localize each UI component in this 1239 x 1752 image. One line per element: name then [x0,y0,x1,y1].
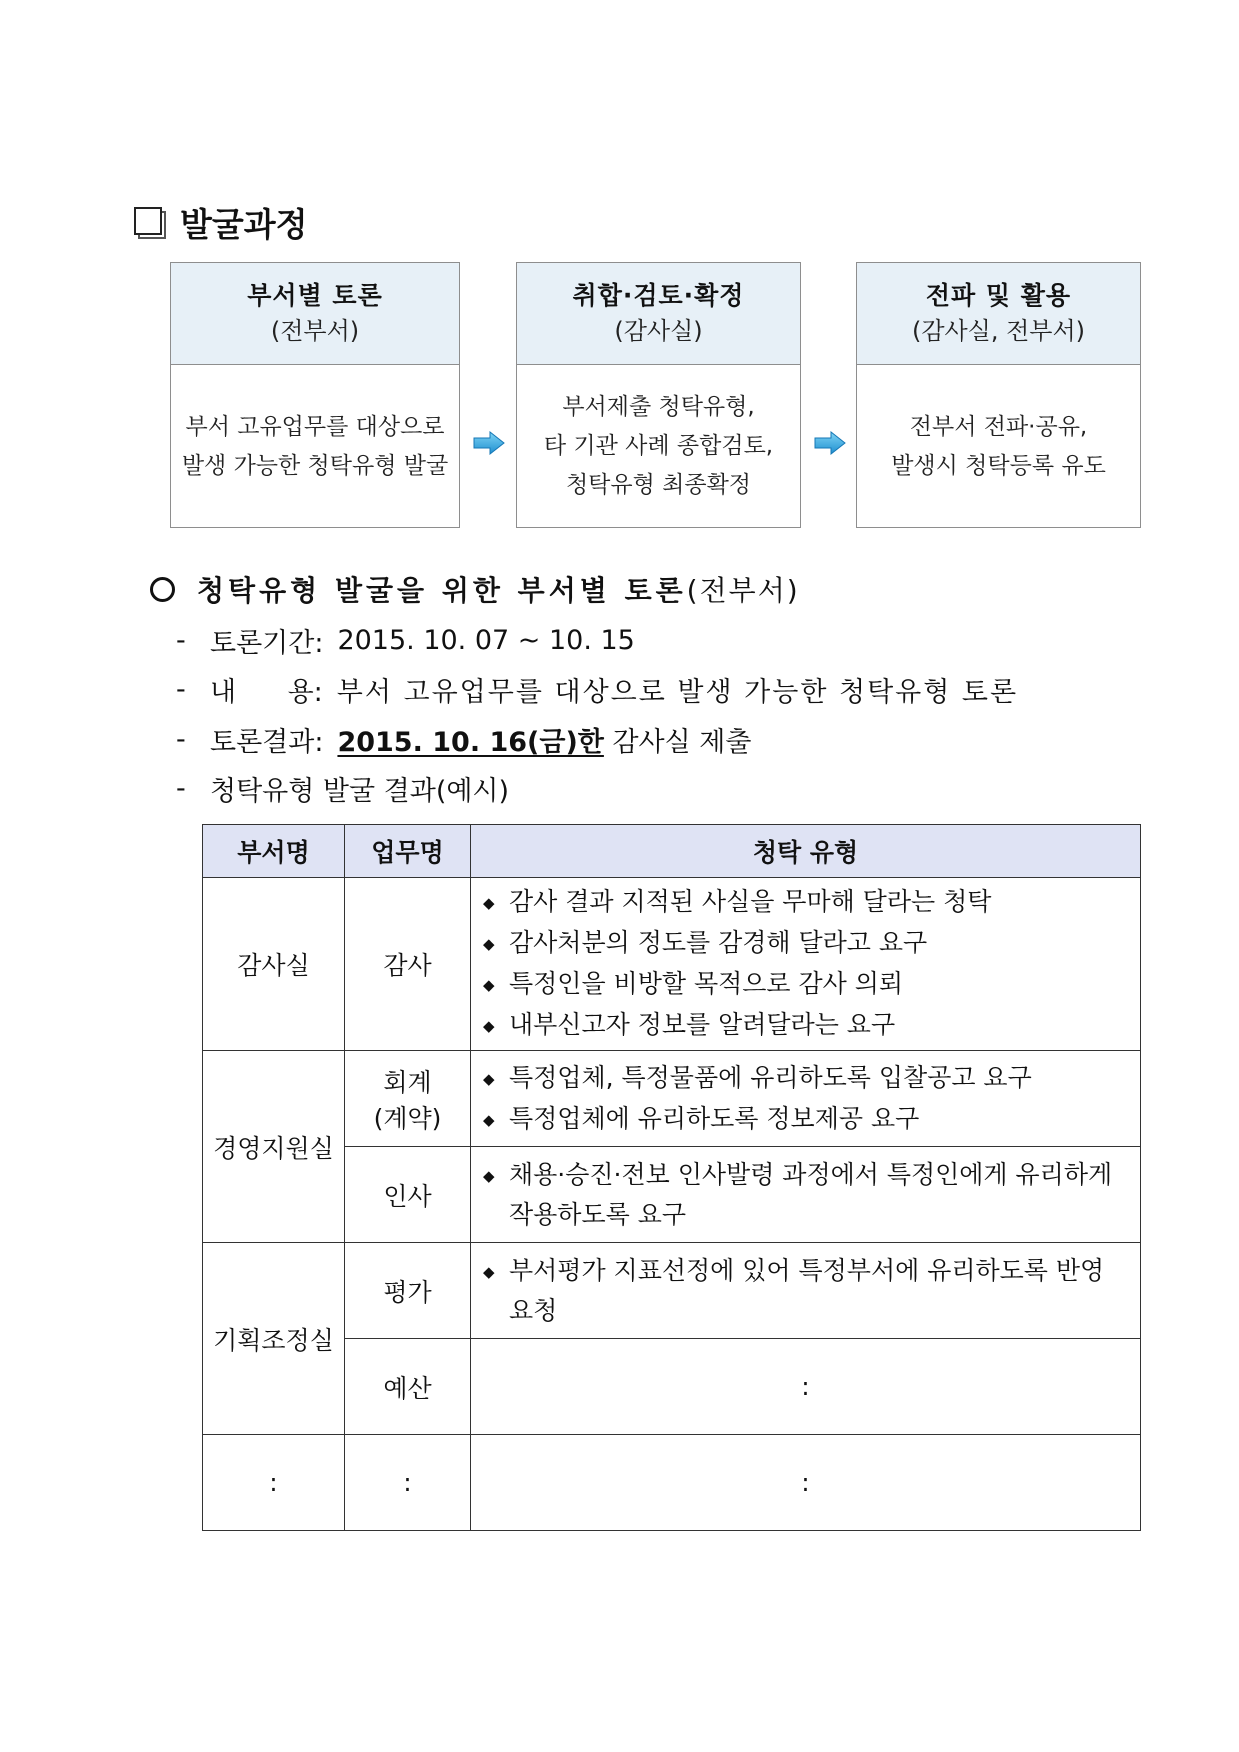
flow-step-line: 전부서 전파·공유, [909,413,1088,440]
task-cell: 예산 [345,1339,471,1435]
table-row [203,1243,1141,1339]
content-line: - 내 용: 부서 고유업무를 대상으로 발생 가능한 청탁유형 토론 [176,669,1018,709]
task-cell: 감사 [345,878,471,1051]
type-cell [471,1147,1141,1243]
result-date: 2015. 10. 16(금)한 [337,726,604,758]
diamond-bullet-icon: ◆ [483,1166,495,1185]
dept-cell: : [203,1435,345,1531]
list-item: ◆ 채용·승진·전보 인사발령 과정에서 특정인에게 유리하게 작용하도록 요구 [483,1155,1130,1235]
discussion-heading-bold: 청탁유형 발굴을 위한 부서별 토론 [197,574,687,607]
period-line: - 토론기간: 2015. 10. 07 ~ 10. 15 [176,620,635,660]
content-value: 부서 고유업무를 대상으로 발생 가능한 청탁유형 토론 [336,676,1019,708]
circle-bullet-icon [150,577,175,602]
flow-step-line: 청탁유형 최종확정 [565,472,752,498]
dept-cell: 기획조정실 [203,1243,345,1435]
flow-step-sub: (전부서) [270,317,360,345]
flow-step-line: 부서 고유업무를 대상으로 [185,413,445,440]
diamond-bullet-icon: ◆ [483,1110,495,1129]
table-row [203,878,1141,1051]
list-item: ◆ 감사 결과 지적된 사실을 무마해 달라는 청탁 [483,882,1130,923]
dept-cell: 경영지원실 [203,1051,345,1243]
example-text: 청탁유형 발굴 결과(예시) [210,775,510,807]
arrow-right-icon [473,431,505,455]
type-cell: : [471,1435,1141,1531]
col-header-type: 청탁 유형 [471,825,1141,878]
type-cell [471,1051,1141,1147]
content-label: 내 용: [210,676,323,708]
list-item: ◆ 부서평가 지표선정에 있어 특정부서에 유리하도록 반영 요청 [483,1251,1130,1331]
list-item: ◆ 특정업체, 특정물품에 유리하도록 입찰공고 요구 [483,1058,1130,1099]
arrow-right-icon [814,431,846,455]
section-title [134,200,308,244]
period-label: 토론기간: [210,627,324,659]
task-cell-line: 회계 [383,1067,432,1097]
diamond-bullet-icon: ◆ [483,1262,495,1281]
flow-step-line: 발생시 청탁등록 유도 [891,452,1106,479]
flow-step-line: 타 기관 사례 종합검토, [543,433,774,459]
diamond-bullet-icon: ◆ [483,894,495,912]
discussion-heading-normal: (전부서) [686,574,800,607]
flow-step-3 [856,262,1141,528]
flow-step-title: 부서별 토론 [247,281,383,310]
diamond-bullet-icon: ◆ [483,976,495,994]
discussion-heading [150,568,800,610]
checkbox-square-icon [134,207,164,237]
flow-step-title: 취합·검토·확정 [572,281,745,310]
flow-step-1 [170,262,460,528]
diamond-bullet-icon: ◆ [483,1069,495,1088]
result-rest: 감사실 제출 [603,726,752,758]
task-cell-line: (계약) [373,1103,442,1133]
example-line: - 청탁유형 발굴 결과(예시) [176,768,509,808]
flow-step-2 [516,262,801,528]
result-line: - 토론결과: 2015. 10. 16(금)한 감사실 제출 [176,719,751,759]
flow-step-title: 전파 및 활용 [925,281,1072,310]
task-cell: : [345,1435,471,1531]
list-item: ◆ 특정업체에 유리하도록 정보제공 요구 [483,1099,1130,1140]
dept-cell: 감사실 [203,878,345,1051]
task-cell: 평가 [345,1243,471,1339]
flow-step-sub: (감사실) [614,317,703,345]
period-value: 2015. 10. 07 ~ 10. 15 [337,624,635,656]
list-item: ◆ 특정인을 비방할 목적으로 감사 의뢰 [483,964,1130,1005]
table-header-row [203,825,1141,878]
diamond-bullet-icon: ◆ [483,1017,495,1035]
flow-step-line: 발생 가능한 청탁유형 발굴 [181,452,449,479]
flow-step-line: 부서제출 청탁유형, [562,394,755,420]
flow-step-sub: (감사실, 전부서) [911,317,1086,345]
table-row [203,1435,1141,1531]
col-header-dept: 부서명 [203,825,345,878]
type-cell [471,1243,1141,1339]
type-cell: : [471,1339,1141,1435]
list-item: ◆ 감사처분의 정도를 감경해 달라고 요구 [483,923,1130,964]
col-header-task: 업무명 [345,825,471,878]
diamond-bullet-icon: ◆ [483,935,495,953]
table-row [203,1051,1141,1147]
section-title-text: 발굴과정 [180,204,308,244]
task-cell: 인사 [345,1147,471,1243]
result-label: 토론결과: [210,726,324,758]
list-item: ◆ 내부신고자 정보를 알려달라는 요구 [483,1005,1130,1046]
task-cell [345,1051,471,1147]
type-cell [471,878,1141,1051]
solicitation-table [202,824,1141,1531]
